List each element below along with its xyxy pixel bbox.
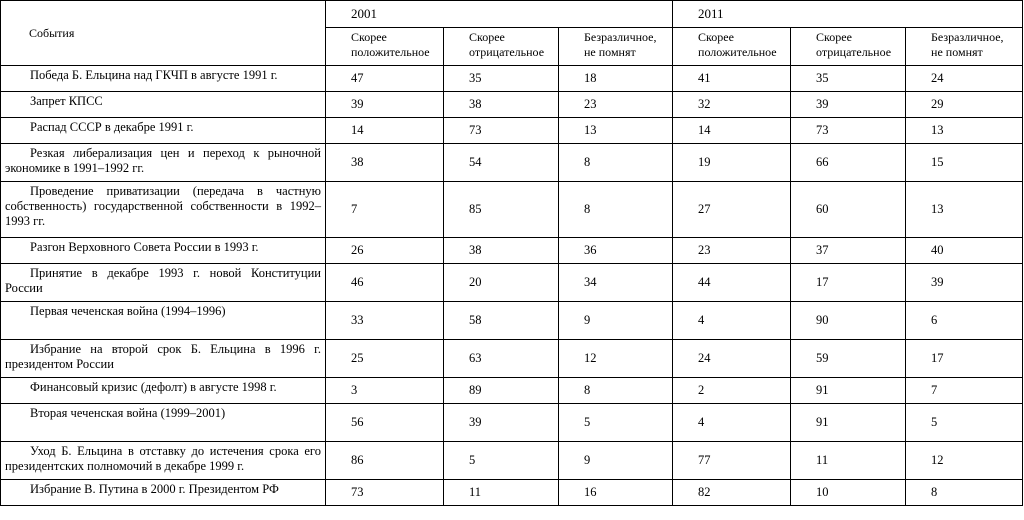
value-cell: 20 — [444, 264, 559, 302]
value-cell: 12 — [906, 442, 1023, 480]
value-cell: 39 — [791, 92, 906, 118]
event-cell — [1, 378, 326, 404]
event-cell — [1, 144, 326, 182]
value-cell: 6 — [906, 302, 1023, 340]
subheader-2001-indifferent: Безразличное, не помнят — [559, 28, 673, 66]
event-label: Первая чеченская война (1994–1996) — [30, 304, 226, 318]
value-cell: 77 — [673, 442, 791, 480]
value-cell: 5 — [444, 442, 559, 480]
value-cell: 39 — [906, 264, 1023, 302]
value-cell: 85 — [444, 182, 559, 238]
value-cell: 35 — [444, 66, 559, 92]
value-cell: 24 — [673, 340, 791, 378]
value-cell: 13 — [906, 118, 1023, 144]
value-cell: 60 — [791, 182, 906, 238]
value-cell: 73 — [791, 118, 906, 144]
value-cell: 91 — [791, 378, 906, 404]
value-cell: 3 — [326, 378, 444, 404]
value-cell: 14 — [673, 118, 791, 144]
event-cell — [1, 182, 326, 238]
value-cell: 25 — [326, 340, 444, 378]
value-cell: 32 — [673, 92, 791, 118]
value-cell: 7 — [326, 182, 444, 238]
events-column-header: События — [1, 1, 326, 66]
value-cell: 8 — [559, 378, 673, 404]
event-label: Финансовый кризис (дефолт) в августе 1998 г. — [30, 380, 277, 394]
value-cell: 11 — [791, 442, 906, 480]
value-cell: 14 — [326, 118, 444, 144]
table-row — [1, 66, 1023, 92]
value-cell: 44 — [673, 264, 791, 302]
event-label: Резкая либерализация цен и переход к рыночной экономике в 1991–1992 гг. — [5, 146, 321, 175]
value-cell: 12 — [559, 340, 673, 378]
event-cell — [1, 340, 326, 378]
year-header-row — [1, 1, 1023, 28]
value-cell: 26 — [326, 238, 444, 264]
subheader-2001-positive: Скорее положительное — [326, 28, 444, 66]
value-cell: 9 — [559, 302, 673, 340]
value-cell: 33 — [326, 302, 444, 340]
value-cell: 13 — [559, 118, 673, 144]
event-cell — [1, 66, 326, 92]
event-cell — [1, 302, 326, 340]
value-cell: 38 — [444, 238, 559, 264]
event-cell — [1, 442, 326, 480]
event-cell — [1, 264, 326, 302]
value-cell: 29 — [906, 92, 1023, 118]
value-cell: 36 — [559, 238, 673, 264]
value-cell: 41 — [673, 66, 791, 92]
year-2011-header: 2011 — [673, 1, 1023, 28]
value-cell: 7 — [906, 378, 1023, 404]
table-row — [1, 118, 1023, 144]
value-cell: 46 — [326, 264, 444, 302]
value-cell: 5 — [906, 404, 1023, 442]
value-cell: 89 — [444, 378, 559, 404]
table-row — [1, 182, 1023, 238]
value-cell: 58 — [444, 302, 559, 340]
value-cell: 8 — [559, 182, 673, 238]
value-cell: 8 — [559, 144, 673, 182]
value-cell: 10 — [791, 480, 906, 506]
value-cell: 38 — [444, 92, 559, 118]
event-cell — [1, 238, 326, 264]
event-label: Избрание В. Путина в 2000 г. Президентом РФ — [30, 482, 279, 496]
value-cell: 59 — [791, 340, 906, 378]
table-row — [1, 92, 1023, 118]
table-row — [1, 302, 1023, 340]
table-row — [1, 340, 1023, 378]
event-cell — [1, 92, 326, 118]
event-label: Проведение приватизации (передача в частную собственность) государственной собственности в 1992–1993 гг. — [5, 184, 321, 228]
table-row — [1, 264, 1023, 302]
value-cell: 13 — [906, 182, 1023, 238]
value-cell: 11 — [444, 480, 559, 506]
event-cell — [1, 480, 326, 506]
value-cell: 73 — [444, 118, 559, 144]
value-cell: 39 — [326, 92, 444, 118]
value-cell: 15 — [906, 144, 1023, 182]
event-label: Уход Б. Ельцина в отставку до истечения срока его президентских полномочий в декабре 1999 г. — [5, 444, 321, 473]
value-cell: 35 — [791, 66, 906, 92]
event-label: Вторая чеченская война (1999–2001) — [30, 406, 226, 420]
event-label: Распад СССР в декабре 1991 г. — [30, 120, 194, 134]
value-cell: 47 — [326, 66, 444, 92]
value-cell: 9 — [559, 442, 673, 480]
value-cell: 27 — [673, 182, 791, 238]
value-cell: 86 — [326, 442, 444, 480]
event-cell — [1, 118, 326, 144]
subheader-2011-positive: Скорее положительное — [673, 28, 791, 66]
value-cell: 5 — [559, 404, 673, 442]
event-label: Победа Б. Ельцина над ГКЧП в августе 1991 г. — [30, 68, 278, 82]
value-cell: 17 — [906, 340, 1023, 378]
event-label: Принятие в декабре 1993 г. новой Конституции России — [5, 266, 321, 295]
subheader-2011-indifferent: Безразличное, не помнят — [906, 28, 1023, 66]
table-row — [1, 238, 1023, 264]
value-cell: 8 — [906, 480, 1023, 506]
value-cell: 23 — [559, 92, 673, 118]
value-cell: 16 — [559, 480, 673, 506]
table-row — [1, 442, 1023, 480]
value-cell: 56 — [326, 404, 444, 442]
event-label: Избрание на второй срок Б. Ельцина в 1996 г. президентом России — [5, 342, 321, 371]
table-row — [1, 378, 1023, 404]
event-label: Запрет КПСС — [30, 94, 103, 108]
value-cell: 4 — [673, 302, 791, 340]
value-cell: 54 — [444, 144, 559, 182]
subheader-2011-negative: Скорее отрицательное — [791, 28, 906, 66]
value-cell: 82 — [673, 480, 791, 506]
value-cell: 91 — [791, 404, 906, 442]
table-row — [1, 404, 1023, 442]
value-cell: 2 — [673, 378, 791, 404]
value-cell: 17 — [791, 264, 906, 302]
event-cell — [1, 404, 326, 442]
value-cell: 19 — [673, 144, 791, 182]
value-cell: 34 — [559, 264, 673, 302]
value-cell: 73 — [326, 480, 444, 506]
value-cell: 66 — [791, 144, 906, 182]
year-2001-header: 2001 — [326, 1, 673, 28]
value-cell: 4 — [673, 404, 791, 442]
value-cell: 39 — [444, 404, 559, 442]
subheader-2001-negative: Скорее отрицательное — [444, 28, 559, 66]
value-cell: 40 — [906, 238, 1023, 264]
value-cell: 23 — [673, 238, 791, 264]
value-cell: 37 — [791, 238, 906, 264]
value-cell: 18 — [559, 66, 673, 92]
table-row — [1, 480, 1023, 506]
value-cell: 38 — [326, 144, 444, 182]
event-label: Разгон Верховного Совета России в 1993 г. — [30, 240, 259, 254]
table-row — [1, 144, 1023, 182]
value-cell: 63 — [444, 340, 559, 378]
value-cell: 24 — [906, 66, 1023, 92]
value-cell: 90 — [791, 302, 906, 340]
